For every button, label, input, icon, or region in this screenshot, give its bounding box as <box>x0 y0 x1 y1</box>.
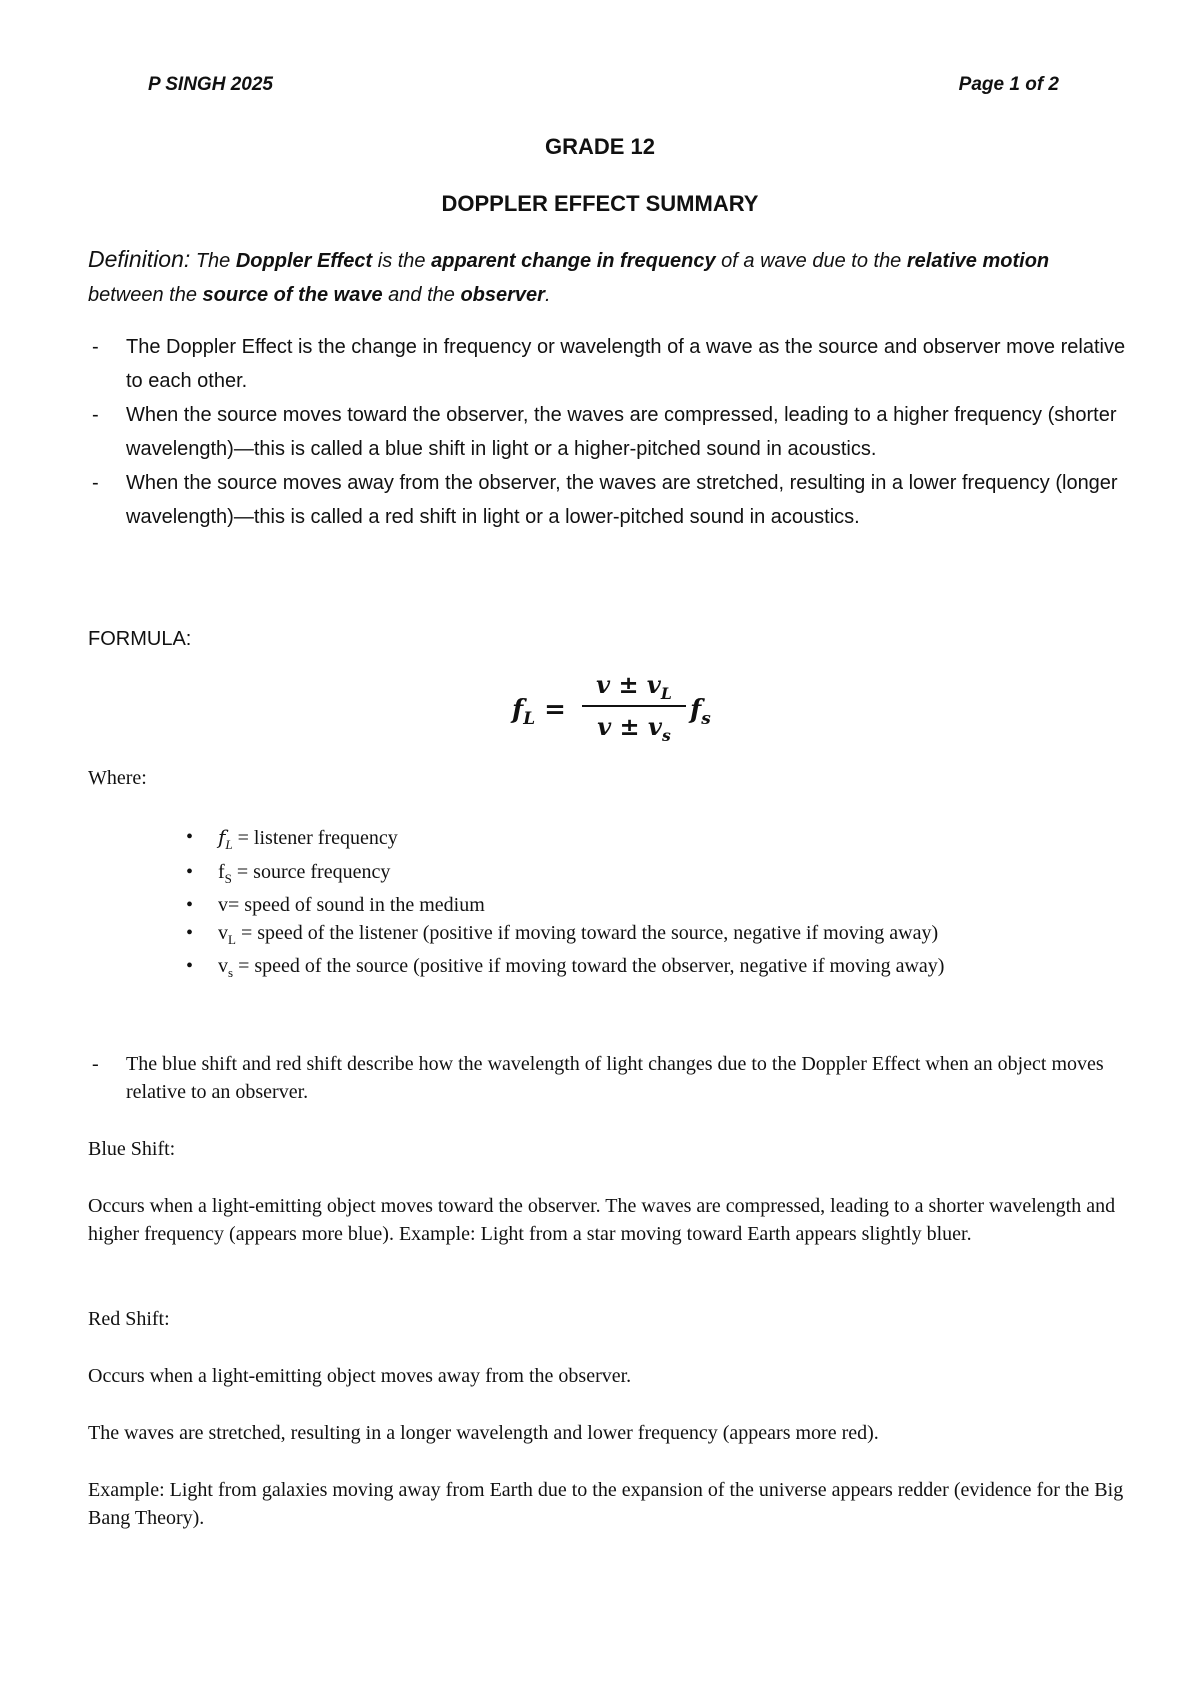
where-label: Where: <box>88 767 147 789</box>
definition-text: The <box>190 250 236 272</box>
list-item <box>186 824 1066 859</box>
header-page-number: Page 1 of 2 <box>958 74 1059 95</box>
variable-description: = speed of the listener (positive if moving toward the source, negative if moving away) <box>235 921 939 944</box>
header-author: P SINGH 2025 <box>148 74 273 95</box>
bullet-marker: • <box>186 860 194 883</box>
blue-shift-heading: Blue Shift: <box>88 1138 176 1160</box>
formula-source-frequency: $f_s$ <box>690 695 711 729</box>
definition-lead: Definition: <box>88 246 191 272</box>
variable-symbol: v <box>218 894 228 916</box>
variable-subscript: s <box>228 965 234 980</box>
variable-symbol: f <box>218 860 225 883</box>
definition-text: and the <box>382 284 461 306</box>
variable-definitions-list <box>186 824 1066 987</box>
definition-text: between the <box>88 284 203 306</box>
definition-term: observer <box>460 284 545 306</box>
bullet-marker: • <box>186 955 194 977</box>
list-item <box>186 859 1066 893</box>
dash-marker: - <box>92 336 99 358</box>
variable-symbol: v <box>218 955 228 977</box>
red-shift-heading: Red Shift: <box>88 1308 170 1330</box>
formula-denominator: $v \pm v_s$ <box>597 712 671 745</box>
definition-term: source of the wave <box>202 284 383 306</box>
definition-term: Doppler Effect <box>235 250 373 272</box>
dash-marker: - <box>92 472 99 494</box>
list-item <box>88 466 1128 534</box>
list-item <box>88 398 1128 466</box>
formula-label: FORMULA: <box>88 628 192 650</box>
definition-text: is the <box>372 250 432 272</box>
list-item-text: The Doppler Effect is the change in frequency or wavelength of a wave as the source and observer move relative to each other. <box>126 336 1126 392</box>
bullet-marker: • <box>186 921 194 944</box>
list-item <box>186 892 1066 920</box>
red-shift-text: Occurs when a light-emitting object moves away from the observer. <box>88 1365 632 1387</box>
doppler-points-list <box>88 330 1128 534</box>
list-item <box>88 330 1128 398</box>
formula-fraction <box>582 668 686 744</box>
topic-title: DOPPLER EFFECT SUMMARY <box>441 191 759 216</box>
definition-text: . <box>544 284 551 306</box>
list-item-text: The blue shift and red shift describe how the wavelength of light changes due to the Doppler Effect when an object moves relative to an observer. <box>126 1053 1104 1103</box>
list-item-text: When the source moves away from the observer, the waves are stretched, resulting in a lower frequency (longer wavelength)—this is called a red shift in light or a lower-pitched sound in acoustics. <box>126 472 1118 528</box>
variable-symbol: f <box>218 825 226 849</box>
dash-marker: - <box>92 404 99 426</box>
grade-title: GRADE 12 <box>544 134 656 159</box>
variable-subscript: S <box>224 870 232 886</box>
variable-description: = speed of the source (positive if moving toward the observer, negative if moving away) <box>233 955 945 977</box>
formula-lhs: $f_L$ = <box>512 695 566 729</box>
definition-term: relative motion <box>906 250 1050 272</box>
variable-description: = speed of sound in the medium <box>228 894 485 916</box>
definition-paragraph <box>88 242 1128 312</box>
variable-symbol: v <box>218 921 228 944</box>
list-item <box>186 953 1066 987</box>
red-shift-example: Example: Light from galaxies moving away from Earth due to the expansion of the universe appears redder (evidence for the Big Bang Theory). <box>88 1479 1124 1529</box>
variable-description: = source frequency <box>231 860 391 883</box>
list-item <box>88 1050 1128 1106</box>
list-item <box>186 920 1066 954</box>
fraction-bar <box>582 705 686 707</box>
formula-numerator: $v \pm v_L$ <box>596 670 672 703</box>
red-shift-text: The waves are stretched, resulting in a longer wavelength and lower frequency (appears more red). <box>88 1422 879 1444</box>
shift-intro-list <box>88 1050 1128 1106</box>
variable-subscript: L <box>228 931 236 947</box>
list-item-text: When the source moves toward the observer, the waves are compressed, leading to a higher frequency (shorter wavelength)—this is called a blue shift in light or a higher-pitched sound in acoustics. <box>126 404 1117 460</box>
definition-text: of a wave due to the <box>715 250 907 272</box>
definition-term: apparent change in frequency <box>431 250 716 272</box>
bullet-marker: • <box>186 826 194 848</box>
bullet-marker: • <box>186 894 194 916</box>
variable-description: = listener frequency <box>232 827 398 849</box>
variable-subscript: L <box>225 837 233 852</box>
blue-shift-text: Occurs when a light-emitting object moves toward the observer. The waves are compressed, leading to a shorter wavelength and higher frequency (appears more blue). Example: Light from a star moving toward Earth appears slightly bluer. <box>88 1195 1116 1245</box>
dash-marker: - <box>92 1053 99 1075</box>
